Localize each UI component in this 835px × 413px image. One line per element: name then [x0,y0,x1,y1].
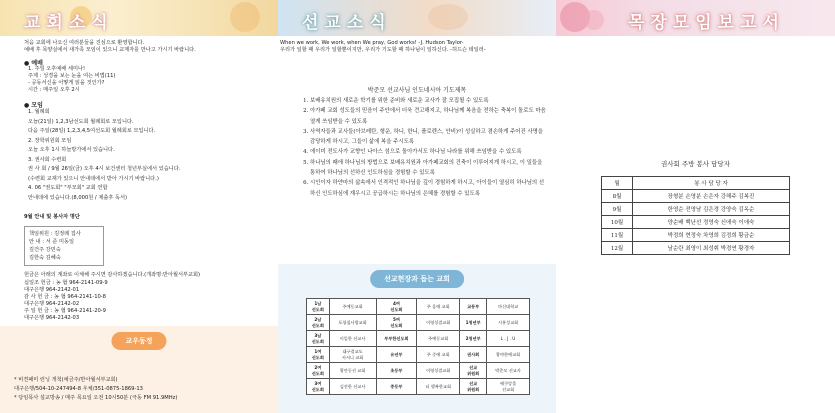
meeting-notice-line: 4. 06 "권도회" "부모회" 교회 연합 [28,185,108,191]
fields-group-cell: 2청년부 [460,331,487,347]
worship-notice-title: ● 예배 [24,60,43,67]
fields-church-cell: 김진한 선교사 [329,379,376,395]
volunteer-box [24,226,104,266]
volunteer-line: 김한숙 김혜숙 [29,255,61,261]
fields-group-cell: 중등부 [376,379,417,395]
meeting-notice-line: (수련회 교재가 있으니 안내데에서 받아 가시기 바랍니다.) [28,175,159,182]
fields-church-cell: 마신대학교 [487,299,530,315]
volunteer-line: 안 내 : 서 준 미동일 [29,239,75,245]
kitchen-duty-names: 한영순 전영남 김은경 강양숙 김옥순 [633,203,790,216]
kitchen-duty-month: 9월 [602,203,633,216]
meeting-notice-line: 권 사 회 / 9월 26일(금) 오후 4시 보건센터 청년부실에서 있습니다. [28,166,181,172]
flower-decoration-icon [230,2,260,32]
church-news-title: 교회소식 [24,13,114,33]
hudson-quote-ko: 우리가 일할 때 우리가 일할뿐이지만, 우리가 기도할 때 하나님이 일하신다. -허드슨 테일러- [280,47,486,53]
fields-church-cell: 주예동교회 [417,331,460,347]
mission-fields-table [306,298,530,395]
fields-church-cell: 이영성결교회 [417,315,460,331]
fields-group-cell: 1남 선도회 [307,299,330,315]
fields-group-cell: 초등부 [376,363,417,379]
kitchen-duty-header-cell: 봉 사 담 당 자 [633,177,790,190]
member-news-line: * 비젼패미 런닝 개척(예금주/반아월서부교회) [14,377,118,383]
volunteer-line: 김건주 강민숙 [29,247,61,253]
meeting-notice-title: ● 모임 [24,102,43,109]
meeting-notice-list [28,108,180,203]
church-news-banner [0,0,278,36]
kitchen-duty-header-cell: 월 [602,177,633,190]
member-news-list [14,376,177,403]
fields-group-cell: 1여 선도회 [307,347,330,363]
account-line: 주 일 헌 금 : 농 협 964-2141-20-9 [24,308,106,314]
kitchen-duty-heading: 권사회 주방 봉사 담당자 [661,160,730,168]
kitchen-duty-month: 8월 [602,190,633,203]
fields-church-cell: 시홍성교회 [487,315,530,331]
welcome-line: 처음 교회에 나오신 여러분들을 진심으로 환영합니다. [24,40,145,46]
worship-notice-list [28,66,115,94]
member-news-line: 대구은행/504-10-247494-8 우체/351-0875-1869-13 [14,386,143,392]
fields-church-cell: 광야한예교회 [487,347,530,363]
member-news-heading: 교우동정 [111,332,166,350]
mission-news-title: 선교소식 [302,13,392,33]
meeting-notice-line: 2. 장학위원회 모임 [28,137,72,144]
welcome-line: 예배 후 목양실에서 새가족 모임이 있으니 교제자를 만나고 가시기 바랍니다. [24,47,196,53]
kitchen-duty-names: 장형분 손영분 손은자 강해주 김복진 [633,190,790,203]
mission-prayer-item: 3. 사역자들과 교사들(아브레탄, 형운, 하니, 한니, 플로렌스, 안비)이 성실하고 겸손하게 주어진 사명을 감당하게 하시고, 그들이 삶에 복을 주시도록 [310,127,546,148]
mission-prayer-heading: 박준모 선교사님 인도네시아 기도제목 [367,87,467,94]
fields-group-cell: 4여 선도회 [376,299,417,315]
fields-church-cell: 주 중에 교회 [417,347,460,363]
kitchen-duty-month: 10월 [602,216,633,229]
mission-fields-row [307,363,530,379]
fields-group-cell: 교동부 [460,299,487,315]
fields-church-cell: 대구결교도 서서니 교회 [329,347,376,363]
cloud-decoration-icon [428,4,468,30]
cell-report-title: 목장모임보고서 [628,13,785,33]
fields-group-cell: 선교 위원회 [460,363,487,379]
fields-group-cell: 선교 위원회 [460,379,487,395]
fields-group-cell: 5여 선도회 [376,315,417,331]
rose-decoration-icon [584,10,604,30]
member-news-line: * 당임목사 설교방송 / 매주 목요일 오전 10시50분 (극동 FM 91.9MHz) [14,395,178,401]
fields-group-cell: 3남 선도회 [307,331,330,347]
fields-group-cell: 유년부 [376,347,417,363]
mission-prayer-item: 1. 보배유치원의 새로운 학기를 위한 준비와 새로운 교사가 잘 모집될 수 있도록 [310,96,546,106]
hudson-quote-en: When we work, We work, when We pray, God works! -J. Hudson Taylor- [280,40,464,46]
fields-church-cell: 에쿠앙물 선교회 [487,379,530,395]
fields-group-cell: 2여 선도회 [307,363,330,379]
account-line: 대구은행 964-2142-01 [24,287,80,293]
account-line: 대구은행 964-2142-03 [24,315,80,321]
fields-church-cell: 주예동교회 [329,299,376,315]
kitchen-duty-names: 남순란 최영이 최성휘 박경연 황경자 [633,242,790,255]
meeting-notice-line: 오늘 오후 1시 하늘방가에서 있습니다. [28,147,115,153]
kitchen-duty-row [602,216,790,229]
account-line: 십일조 헌금 : 농 협 964-2141-09-9 [24,280,108,286]
cell-report-panel [556,0,835,413]
kitchen-duty-month: 11월 [602,229,633,242]
fields-group-cell: 권사회 [460,347,487,363]
cell-report-banner [556,0,835,36]
volunteer-line: 책임위원 : 김정례 집사 [29,231,81,237]
schedule-title: 9월 안내 및 봉사자 명단 [24,214,80,220]
kitchen-duty-row [602,229,790,242]
fields-group-cell: 부부한선도회 [376,331,417,347]
account-line: 감 사 헌 금 : 농 협 964-2141-10-8 [24,294,106,300]
mission-fields-row [307,379,530,395]
worship-notice-line: 시간 : 매주일 오후 2시 [28,87,80,93]
meeting-notice-line: 다음 주일(28일) 1,2,3,4,5여선도회 월례회로 모입니다. [28,128,156,134]
mission-news-panel [278,0,556,413]
meeting-notice-line: 1. 월례회 [28,109,50,115]
kitchen-duty-month: 12월 [602,242,633,255]
worship-notice-line: 1. 주일 오후예배 세미나! [28,66,86,72]
kitchen-duty-names: 박정희 현정숙 차영희 김정희 황금순 [633,229,790,242]
meeting-notice-line: 안내데에 있습니다.(8,000원 / 제출후 독서) [28,194,128,201]
mission-news-banner [278,0,556,36]
kitchen-duty-table [601,176,790,255]
fields-church-cell: 박준모 선교사 [487,363,530,379]
mission-fields-row [307,299,530,315]
fields-church-cell: 광안동선 교회 [329,363,376,379]
account-line: 대구은행 964-2142-02 [24,301,80,307]
fields-group-cell: 3여 선도회 [307,379,330,395]
fields-church-cell: L . J . U [487,331,530,347]
fields-church-cell: 이일한 선교사 [329,331,376,347]
mission-prayer-item: 5. 하나님의 때에 하나님의 방법으로 보배유치원과 아가페교회의 건축이 이루어지게 하시고, 이 일들을 통하여 하나님의 선하신 인도하심을 경험할 수 있도록 [310,158,546,179]
mission-fields-row [307,347,530,363]
fields-church-cell: 더 행복한교회 [417,379,460,395]
mission-prayer-list [300,96,546,199]
mission-fields-row [307,315,530,331]
kitchen-duty-header-row [602,177,790,190]
fields-church-cell: 이영성결교회 [417,363,460,379]
church-news-panel [0,0,278,413]
member-news-section [0,326,278,413]
kitchen-duty-names: 양순배 백난선 정영숙 신애숙 이애숙 [633,216,790,229]
account-title: 헌금은 아래의 계좌로 이체해 주시면 감사하겠습니다.(개좌명:반아월서부교회) [24,272,201,278]
worship-notice-line: - 공동서신을 어떻게 읽을 것인가? [28,80,105,86]
mission-prayer-item: 6. 시인이자 하얀마의 삶속에서 인격적인 하나님을 깊이 경험하게 하시고, 아이들이 열심히 하나님의 선하신 인도하심에 재우시고 공급하시는 하나님의 은혜를 경험할 수 있도록 [310,178,546,199]
mission-prayer-item: 4. 에이미 전도사가 교향인 나아스 섬으로 돌아가서도 하나님 나라를 위해 쓰임받을 수 있도록 [310,147,546,157]
mission-fields-row [307,331,530,347]
account-list [24,280,108,322]
worship-notice-line: 주제 : 성경을 보는 눈을 여는 비법(11) [28,73,116,79]
mission-fields-heading: 선교현장과 돕는 교회 [370,270,464,288]
volunteer-list [29,230,81,262]
meeting-notice-line: 오늘(21일) 1,2,3남선도회 월례회로 모입니다. [28,118,134,125]
fields-group-cell: 1청년부 [460,315,487,331]
fields-church-cell: 주 음에 교회 [417,299,460,315]
fields-group-cell: 2남 선도회 [307,315,330,331]
kitchen-duty-row [602,242,790,255]
kitchen-duty-row [602,203,790,216]
meeting-notice-line: 3. 권사회 수련회 [28,156,67,163]
kitchen-duty-row [602,190,790,203]
fields-church-cell: 포항칠사랑교회 [329,315,376,331]
mission-prayer-item: 2. 아가페 교회 성도들의 믿음이 주안에서 더욱 견고해지고, 하나님께 복음을 전하는 축복이 돌로도 마음열게 쓰임받을 수 있도록 [310,106,546,127]
